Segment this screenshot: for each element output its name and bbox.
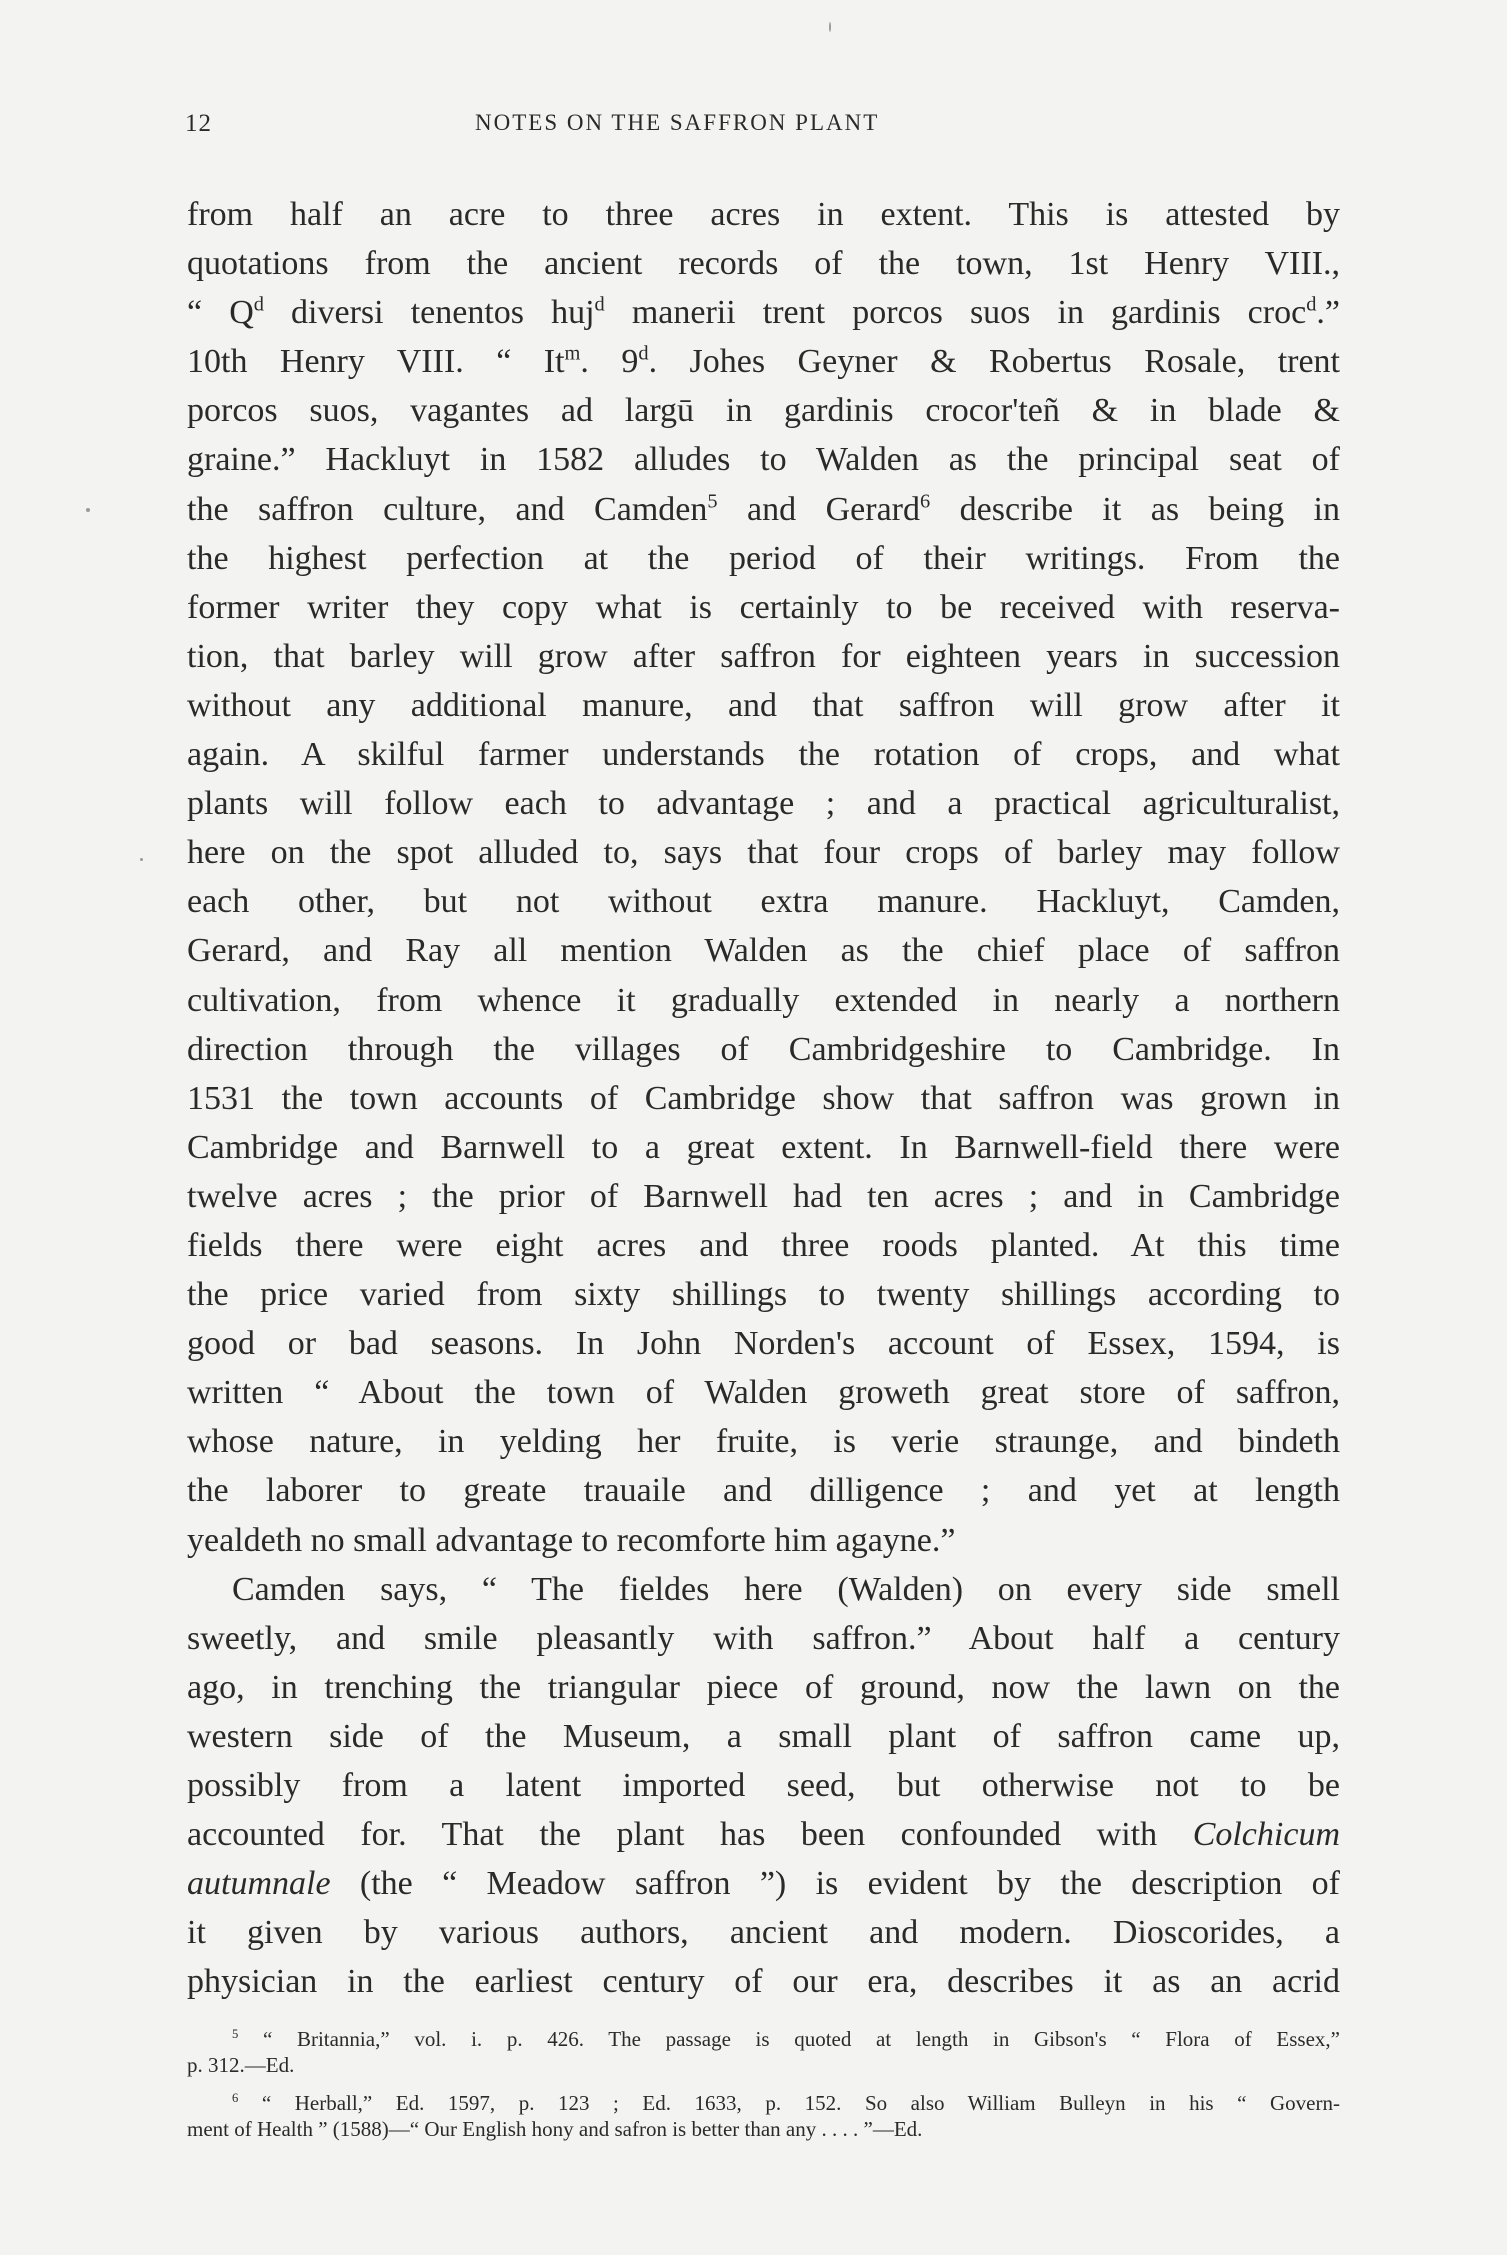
page-header <box>185 110 1335 150</box>
text-line: 10th Henry VIII. “ It$^m$. 9$^d$. Johes Geyner & Robertus Rosale, trent <box>187 342 1341 381</box>
text-line: ago, in trenching the triangular piece of ground, now the lawn on the <box>187 1668 1340 1706</box>
text-line: autumnale (the “ Meadow saffron ”) is evident by the description of <box>187 1865 1340 1903</box>
text-line: 1531 the town accounts of Cambridge show that saffron was grown in <box>187 1079 1340 1117</box>
text-line: physician in the earliest century of our era, describes it as an acrid <box>187 1963 1340 2001</box>
text-line: here on the spot alluded to, says that four crops of barley may follow <box>187 834 1340 872</box>
footnote-line: p. 312.—Ed. <box>187 2053 295 2077</box>
text-line: from half an acre to three acres in extent. This is attested by <box>187 196 1340 233</box>
text-line: porcos suos, vagantes ad largū in gardinis crocor'teñ & in blade & <box>187 392 1340 430</box>
footnote-line: ment of Health ” (1588)—“ Our English hony and safron is better than any . . . . ”—Ed. <box>187 2117 923 2141</box>
text-line: Cambridge and Barnwell to a great extent. In Barnwell-field there were <box>187 1128 1340 1166</box>
text-line: written “ About the town of Walden groweth great store of saffron, <box>187 1374 1340 1412</box>
text-line: plants will follow each to advantage ; and a practical agriculturalist, <box>187 785 1340 823</box>
text-line: the laborer to greate trauaile and dilligence ; and yet at length <box>187 1472 1340 1510</box>
body-text <box>187 190 1340 2006</box>
text-line: “ $Q^d$ diversi tenentos huj$^d$ manerii trent porcos suos in gardinis croc$^d$.” <box>187 293 1340 332</box>
text-line: possibly from a latent imported seed, but otherwise not to be <box>187 1767 1340 1804</box>
scan-speck <box>86 508 90 512</box>
text-line: the highest perfection at the period of their writings. From the <box>187 539 1340 577</box>
text-line: the price varied from sixty shillings to twenty shillings according to <box>187 1276 1340 1314</box>
footnote-line: $^6$ “ Herball,” Ed. 1597, p. 123 ; Ed. 1633, p. 152. So also William Bulleyn in his “ Govern- <box>232 2091 1340 2115</box>
text-line: whose nature, in yelding her fruite, is verie straunge, and bindeth <box>187 1423 1340 1461</box>
text-line: Gerard, and Ray all mention Walden as the chief place of saffron <box>187 932 1340 970</box>
text-line: accounted for. That the plant has been confounded with Colchicum <box>187 1816 1340 1854</box>
running-title: NOTES ON THE SAFFRON PLANT <box>475 110 880 135</box>
footnote-line: $^5$ “ Britannia,” vol. i. p. 426. The passage is quoted at length in Gibson's “ Flora of Essex,” <box>232 2027 1340 2051</box>
text-line: Camden says, “ The fieldes here (Walden) on every side smell <box>232 1570 1340 1608</box>
text-line: tion, that barley will grow after saffron for eighteen years in succession <box>187 637 1340 675</box>
scan-speck <box>140 858 143 861</box>
text-line: without any additional manure, and that saffron will grow after it <box>187 686 1340 724</box>
text-line: former writer they copy what is certainly to be received with reserva- <box>187 588 1340 626</box>
text-line: good or bad seasons. In John Norden's account of Essex, 1594, is <box>187 1325 1340 1363</box>
text-line: the saffron culture, and Camden$^5$ and Gerard$^6$ describe it as being in <box>187 490 1340 528</box>
text-line: quotations from the ancient records of the town, 1st Henry VIII., <box>187 245 1340 283</box>
page-number: 12 <box>185 110 212 137</box>
text-line: graine.” Hackluyt in 1582 alludes to Walden as the principal seat of <box>187 441 1340 479</box>
text-line: again. A skilful farmer understands the rotation of crops, and what <box>187 736 1340 774</box>
text-line: each other, but not without extra manure. Hackluyt, Camden, <box>187 883 1340 921</box>
text-line: yealdeth no small advantage to recomforte him agayne.” <box>187 1521 956 1559</box>
text-line: western side of the Museum, a small plant of saffron came up, <box>187 1717 1340 1755</box>
footnotes <box>187 2026 1340 2142</box>
text-line: fields there were eight acres and three roods planted. At this time <box>187 1226 1340 1264</box>
text-line: it given by various authors, ancient and modern. Dioscorides, a <box>187 1914 1340 1952</box>
text-line: twelve acres ; the prior of Barnwell had ten acres ; and in Cambridge <box>187 1177 1340 1215</box>
text-line: cultivation, from whence it gradually extended in nearly a northern <box>187 981 1340 1019</box>
text-line: direction through the villages of Cambridgeshire to Cambridge. In <box>187 1030 1340 1068</box>
scan-speck <box>829 22 831 32</box>
text-line: sweetly, and smile pleasantly with saffron.” About half a century <box>187 1619 1340 1657</box>
